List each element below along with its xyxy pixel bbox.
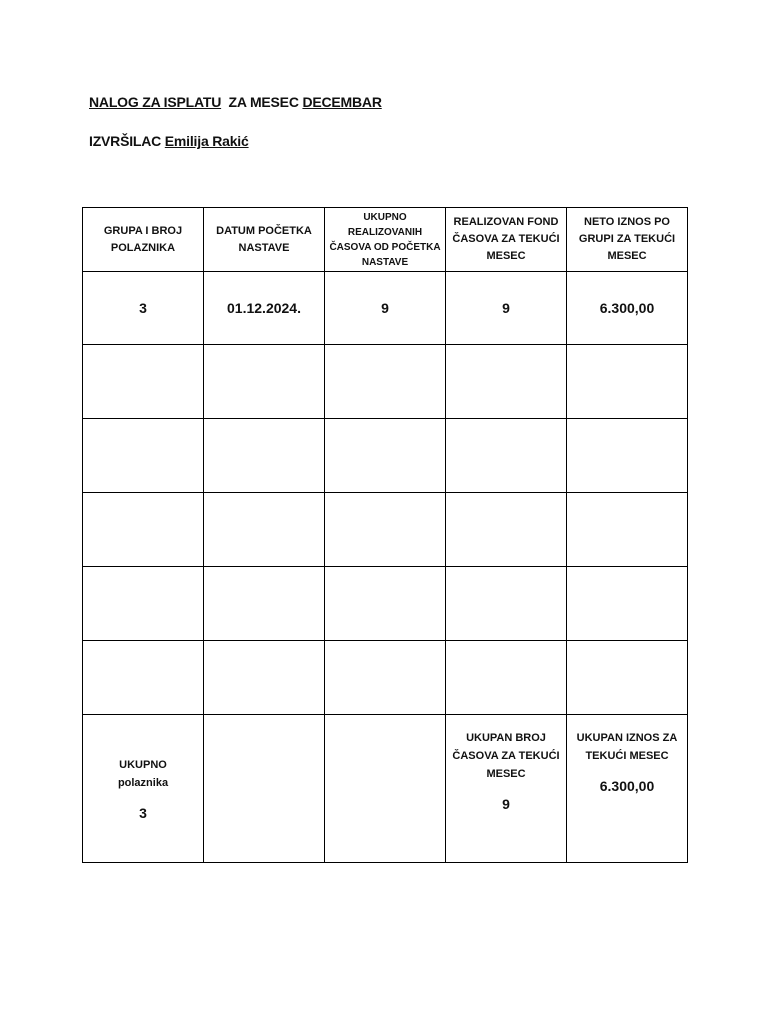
empty-cell <box>567 567 688 641</box>
executor-line <box>89 133 249 149</box>
total-amount-label: UKUPAN IZNOS ZA TEKUĆI MESEC <box>576 732 678 762</box>
header-month-hours: REALIZOVAN FOND ČASOVA ZA TEKUĆI MESEC <box>446 208 567 272</box>
cell-month-hours: 9 <box>446 272 567 345</box>
empty-cell <box>446 345 567 419</box>
empty-cell <box>446 419 567 493</box>
header-start-date: DATUM POČETKA NASTAVE <box>204 208 325 272</box>
empty-cell <box>204 345 325 419</box>
empty-row <box>83 567 688 641</box>
empty-cell <box>446 641 567 715</box>
empty-cell <box>83 641 204 715</box>
document-title <box>89 94 382 110</box>
header-group-students: GRUPA I BROJ POLAZNIKA <box>83 208 204 272</box>
total-amount-cell <box>567 715 688 863</box>
empty-cell <box>567 345 688 419</box>
totals-row <box>83 715 688 863</box>
title-part-2: ZA MESEC <box>228 94 299 110</box>
total-students-label-2: polaznika <box>117 776 169 789</box>
empty-cell <box>325 345 446 419</box>
total-students-label-1: UKUPNO <box>119 758 167 771</box>
empty-cell <box>567 641 688 715</box>
empty-cell <box>204 641 325 715</box>
total-hours-value: 9 <box>502 796 510 812</box>
empty-cell <box>204 567 325 641</box>
total-hours-label: UKUPAN BROJ ČASOVA ZA TEKUĆI MESEC <box>452 732 560 780</box>
empty-row <box>83 345 688 419</box>
table-header-row <box>83 208 688 272</box>
cell-group: 3 <box>83 272 204 345</box>
empty-cell <box>325 715 446 863</box>
empty-cell <box>204 493 325 567</box>
cell-start-date: 01.12.2024. <box>204 272 325 345</box>
executor-name: Emilija Rakić <box>164 133 249 149</box>
month-value: DECEMBAR <box>302 94 382 110</box>
executor-label: IZVRŠILAC <box>89 133 162 149</box>
total-students-cell <box>83 715 204 863</box>
header-net-amount: NETO IZNOS PO GRUPI ZA TEKUĆI MESEC <box>567 208 688 272</box>
empty-row <box>83 493 688 567</box>
total-students-value: 3 <box>139 804 147 821</box>
total-hours-cell <box>446 715 567 863</box>
empty-cell <box>325 419 446 493</box>
empty-cell <box>83 345 204 419</box>
empty-cell <box>325 493 446 567</box>
empty-row <box>83 419 688 493</box>
title-part-1: NALOG ZA ISPLATU <box>89 94 222 110</box>
empty-cell <box>567 419 688 493</box>
total-students-label <box>86 756 200 792</box>
empty-cell <box>83 419 204 493</box>
total-amount-value: 6.300,00 <box>599 778 655 794</box>
header-total-hours: UKUPNO REALIZOVANIH ČASOVA OD POČETKA NASTAVE <box>325 208 446 272</box>
empty-cell <box>325 567 446 641</box>
empty-cell <box>325 641 446 715</box>
empty-cell <box>446 567 567 641</box>
payment-table <box>82 207 688 863</box>
cell-total-hours: 9 <box>325 272 446 345</box>
empty-cell <box>83 567 204 641</box>
cell-net-amount: 6.300,00 <box>567 272 688 345</box>
empty-cell <box>204 715 325 863</box>
empty-cell <box>446 493 567 567</box>
table-row <box>83 272 688 345</box>
empty-cell <box>567 493 688 567</box>
empty-cell <box>204 419 325 493</box>
empty-row <box>83 641 688 715</box>
empty-cell <box>83 493 204 567</box>
